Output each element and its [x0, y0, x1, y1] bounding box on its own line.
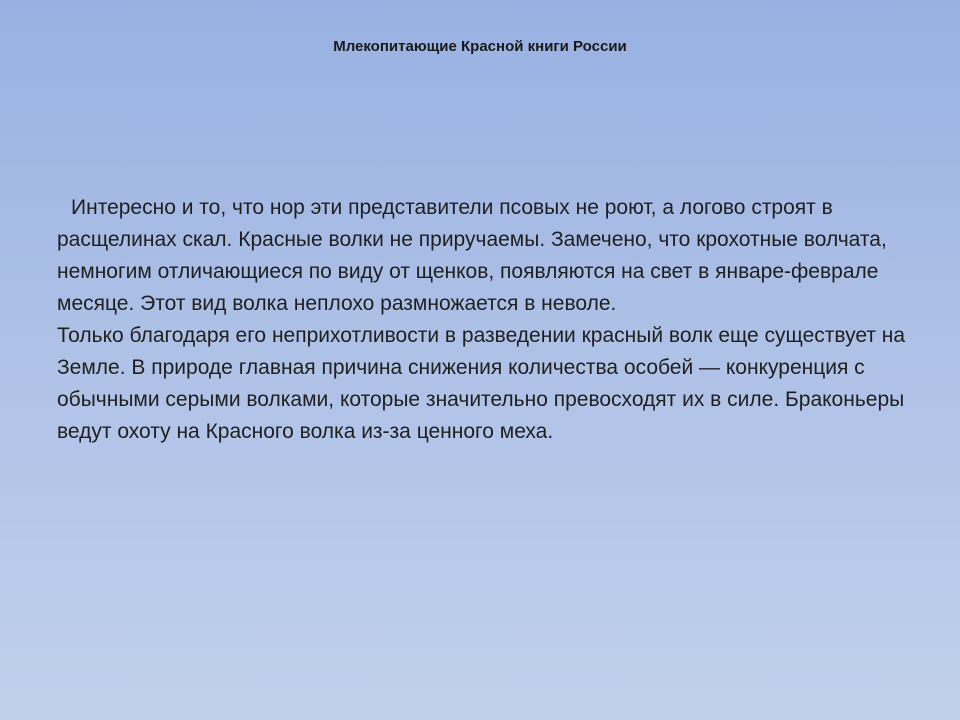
slide-title: Млекопитающие Красной книги России [333, 38, 627, 55]
paragraph-1: Интересно и то, что нор эти представители псовых не роют, а логово строят в расщелинах скал. Красные волки не приручаемы. Замечено, что крохотные волчата, немногим отличающиеся по виду от щенков, появляются на свет в январе-феврале месяце. Этот вид волка неплохо размножается в неволе. [57, 196, 887, 315]
paragraph-2: Только благодаря его неприхотливости в разведении красный волк еще существует на Земле. В природе главная причина снижения количества особей — конкуренция с обычными серыми волками, которые значительно превосходят их в силе. Браконьеры ведут охоту на Красного волка из-за ценного меха. [57, 324, 906, 443]
slide-body [57, 192, 917, 448]
